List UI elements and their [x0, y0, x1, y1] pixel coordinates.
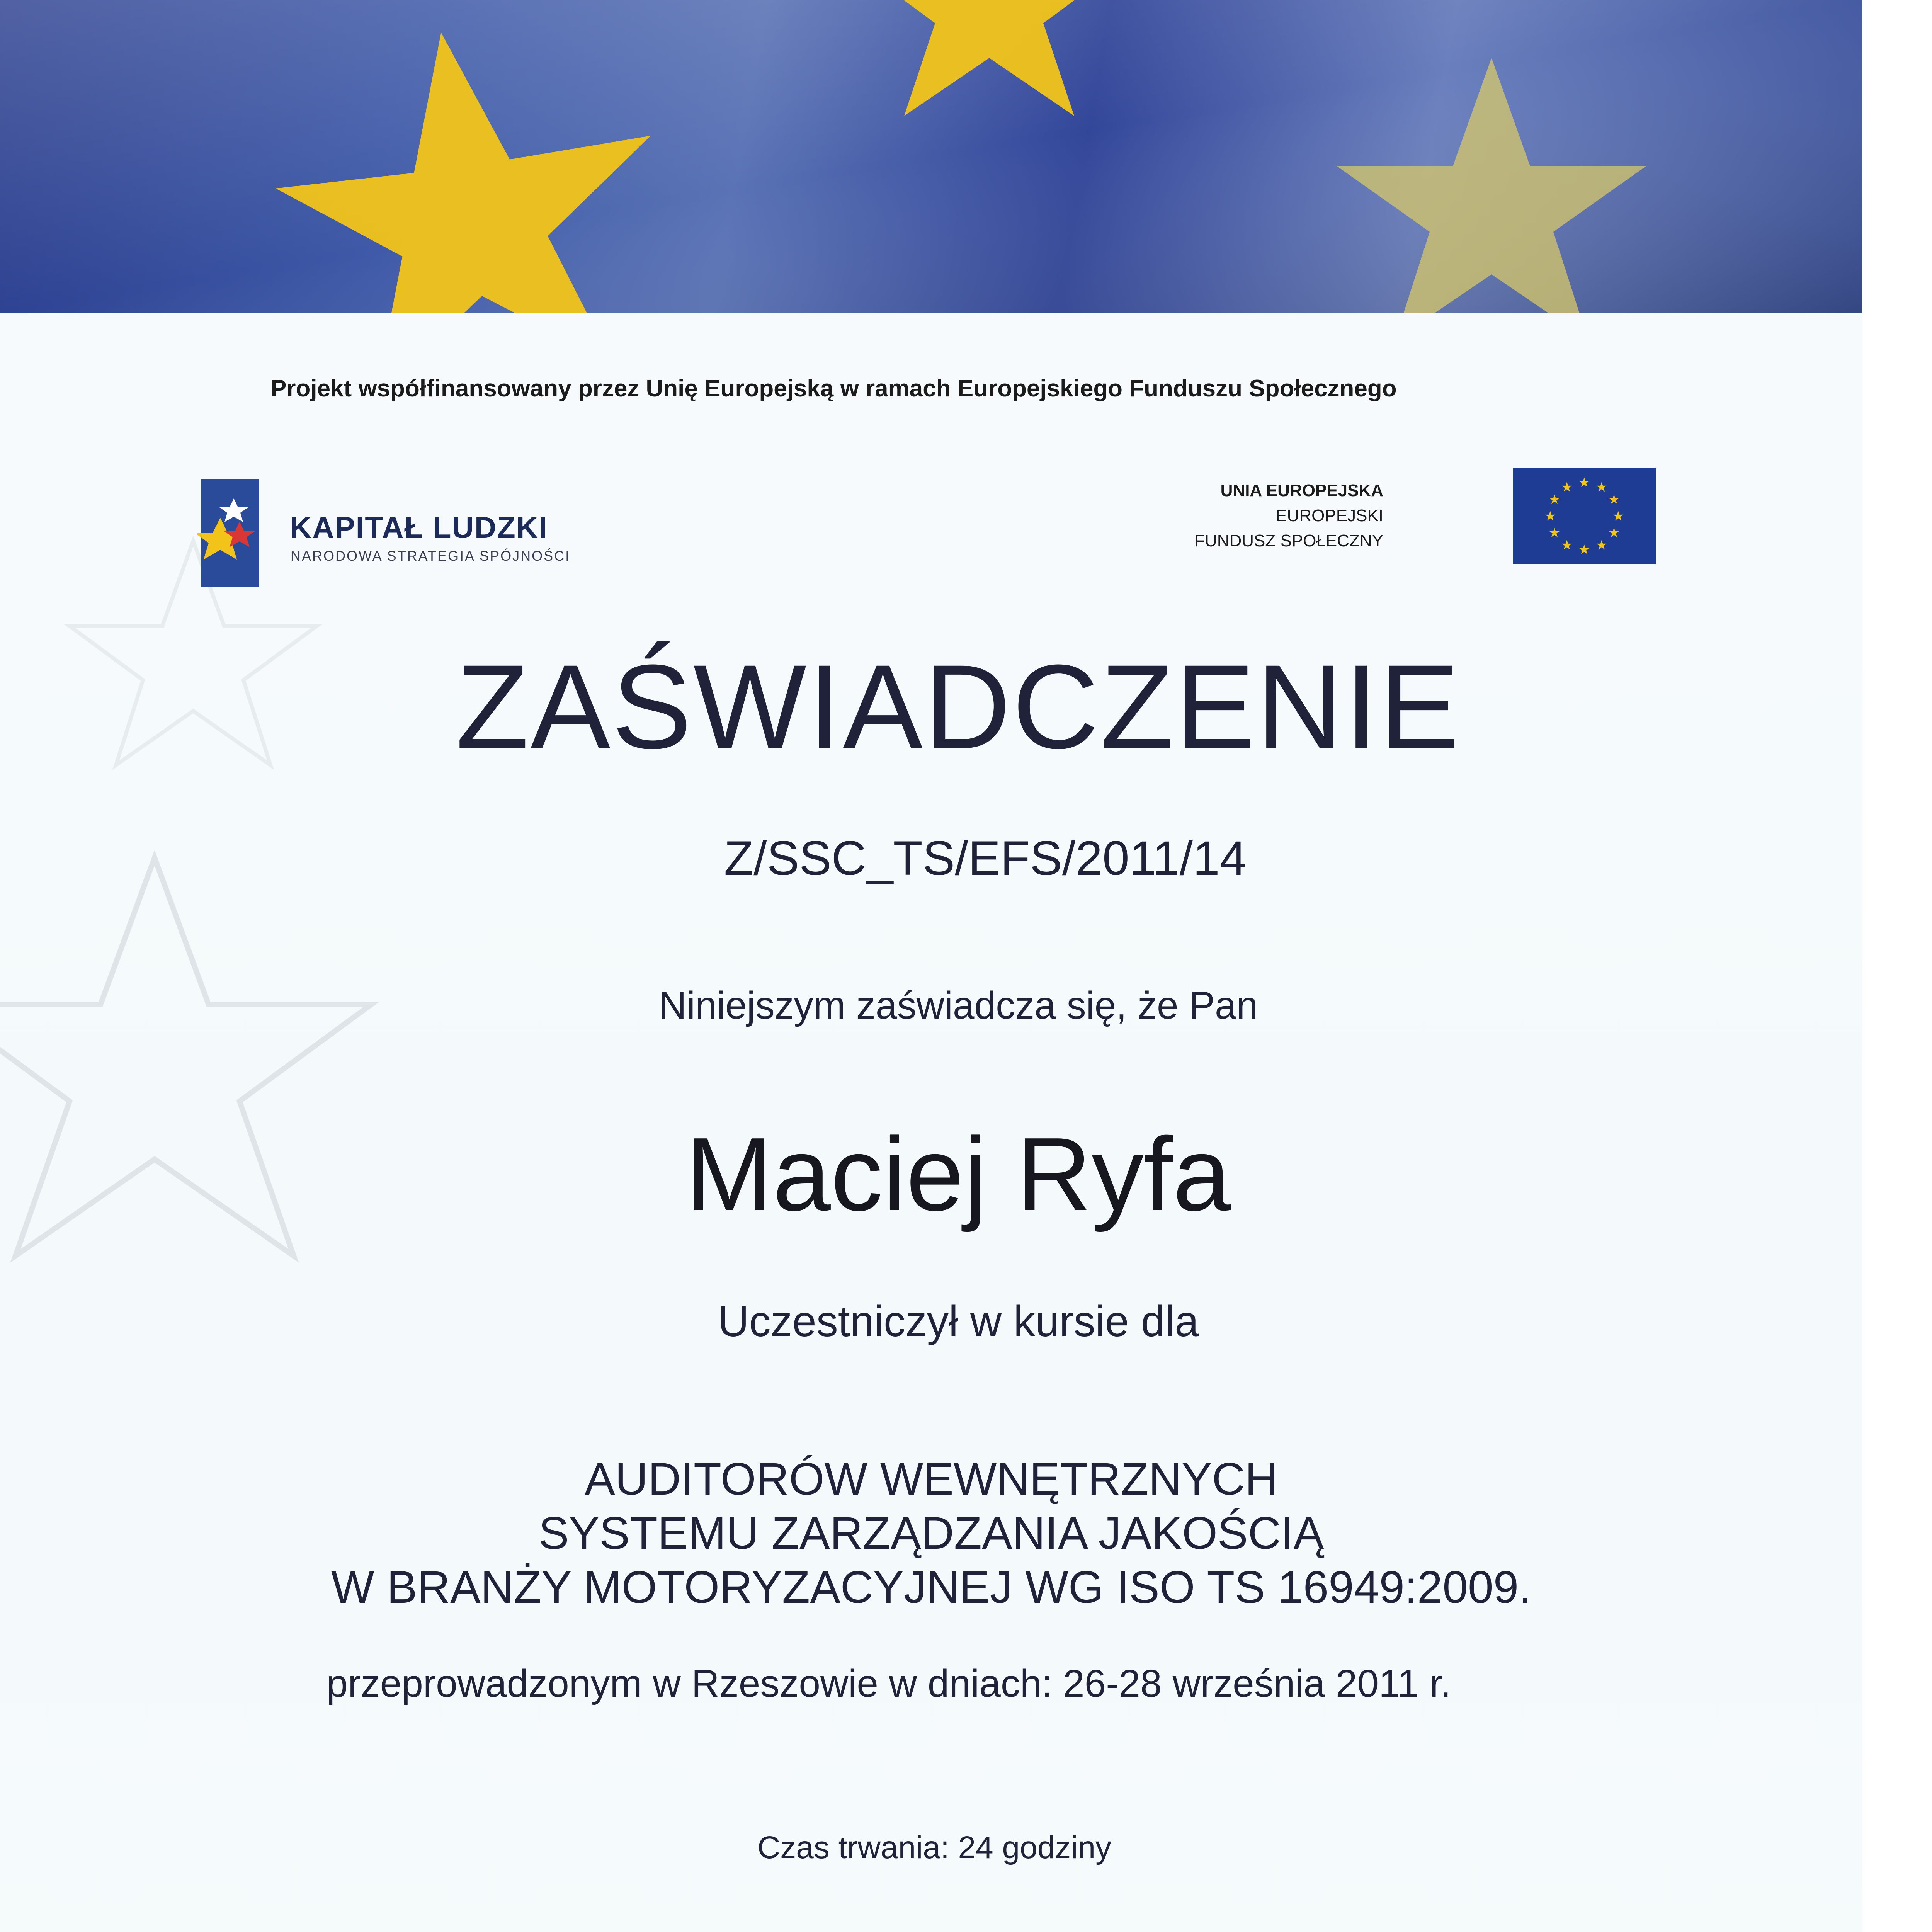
participation-statement: Uczestniczył w kursie dla — [718, 1297, 1199, 1345]
certificate-intro: Niniejszym zaświadcza się, że Pan — [658, 984, 1258, 1027]
svg-text:★: ★ — [1578, 542, 1590, 558]
svg-text:★: ★ — [1578, 475, 1590, 490]
svg-text:★: ★ — [1548, 525, 1561, 541]
svg-text:★: ★ — [1608, 492, 1620, 507]
certificate-title: ZAŚWIADCZENIE — [456, 639, 1461, 774]
scan-margin — [1862, 0, 1932, 1932]
eu-logo-line-2: EUROPEJSKI — [1276, 506, 1383, 525]
svg-text:★: ★ — [1595, 480, 1608, 495]
svg-text:★: ★ — [1612, 509, 1624, 524]
kapital-ludzki-logo-mark — [197, 475, 267, 591]
kapital-ludzki-title: KAPITAŁ LUDZKI — [290, 510, 548, 544]
kapital-ludzki-subtitle: NARODOWA STRATEGIA SPÓJNOŚCI — [291, 548, 571, 564]
eu-flag-icon — [1513, 468, 1656, 564]
svg-text:★: ★ — [1561, 537, 1573, 553]
eu-logo-line-1: UNIA EUROPEJSKA — [1220, 481, 1383, 500]
course-title-line: AUDITORÓW WEWNĘTRZNYCH — [585, 1454, 1278, 1505]
svg-text:★: ★ — [1608, 525, 1620, 541]
course-location-dates: przeprowadzonym w Rzeszowie w dniach: 26-28 września 2011 r. — [326, 1662, 1451, 1705]
banner-stars — [0, 0, 1862, 313]
certificate-number: Z/SSC_TS/EFS/2011/14 — [724, 832, 1247, 885]
svg-text:★: ★ — [1595, 537, 1608, 553]
svg-text:★: ★ — [1561, 480, 1573, 495]
svg-text:★: ★ — [1548, 492, 1561, 507]
cofinancing-note: Projekt współfinansowany przez Unię Europejską w ramach Europejskiego Funduszu Społecznego — [270, 375, 1397, 402]
course-duration: Czas trwania: 24 godziny — [757, 1830, 1112, 1865]
course-title-line: W BRANŻY MOTORYZACYJNEJ WG ISO TS 16949:2009. — [331, 1562, 1532, 1613]
eu-flag-stars — [1513, 468, 1656, 564]
svg-text:★: ★ — [1544, 509, 1556, 524]
course-title-line: SYSTEMU ZARZĄDZANIA JAKOŚCIĄ — [538, 1508, 1324, 1559]
recipient-name: Maciej Ryfa — [685, 1116, 1231, 1233]
eu-flag-banner — [0, 0, 1862, 313]
eu-logo-line-3: FUNDUSZ SPOŁECZNY — [1194, 531, 1383, 550]
